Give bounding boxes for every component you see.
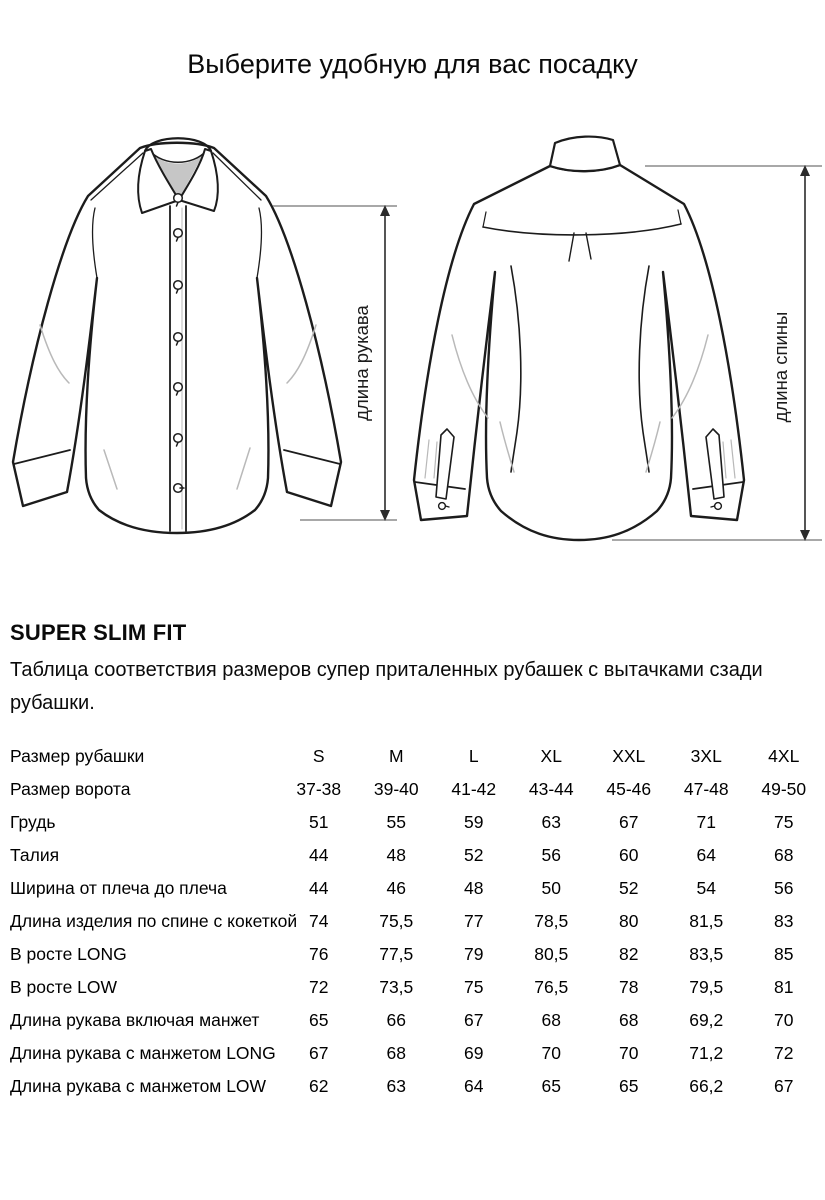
table-row [10, 971, 825, 1004]
table-cell: 68 [541, 1010, 561, 1030]
table-cell: 3XL [690, 746, 722, 766]
table-cell: 78 [619, 977, 639, 997]
table-cell: 75 [464, 977, 484, 997]
table-row [10, 806, 825, 839]
table-cell: L [468, 746, 479, 766]
row-label: Талия [10, 845, 60, 865]
table-cell: 75 [774, 812, 794, 832]
table-cell: 48 [386, 845, 406, 865]
table-row [10, 773, 825, 806]
table-cell: 72 [774, 1043, 794, 1063]
table-cell: 82 [619, 944, 639, 964]
table-cell: 64 [464, 1076, 484, 1096]
table-cell: 67 [309, 1043, 329, 1063]
table-cell: 68 [774, 845, 794, 865]
table-cell: 77,5 [379, 944, 414, 964]
table-cell: 79,5 [689, 977, 724, 997]
table-row [10, 740, 825, 773]
table-cell: 68 [619, 1010, 639, 1030]
table-row [10, 1037, 825, 1070]
table-row [10, 1004, 825, 1037]
table-cell: 63 [386, 1076, 406, 1096]
table-cell: 64 [696, 845, 716, 865]
row-label: Размер рубашки [10, 746, 145, 766]
page-title: Выберите удобную для вас посадку [187, 49, 638, 79]
table-cell: 75,5 [379, 911, 414, 931]
shirt-measurement-diagram [0, 120, 825, 570]
size-table [10, 740, 825, 1103]
table-cell: 73,5 [379, 977, 414, 997]
row-label: Ширина от плеча до плеча [10, 878, 227, 898]
table-cell: 54 [696, 878, 716, 898]
shirt-back-drawing [414, 137, 744, 540]
table-row [10, 1070, 825, 1103]
table-cell: M [388, 746, 404, 766]
table-cell: XL [540, 746, 562, 766]
table-row [10, 938, 825, 971]
table-cell: 41-42 [451, 779, 497, 799]
table-cell: 52 [619, 878, 639, 898]
section-heading: SUPER SLIM FIT [10, 620, 187, 645]
table-cell: 56 [774, 878, 794, 898]
row-label: Размер ворота [10, 779, 131, 799]
row-label: Длина рукава с манжетом LONG [10, 1043, 276, 1063]
table-cell: 50 [541, 878, 561, 898]
table-cell: 48 [464, 878, 484, 898]
table-cell: 65 [541, 1076, 561, 1096]
table-cell: 56 [541, 845, 561, 865]
table-cell: 79 [464, 944, 484, 964]
table-cell: 66 [386, 1010, 406, 1030]
table-cell: 60 [619, 845, 639, 865]
table-cell: 67 [774, 1076, 794, 1096]
table-cell: 83 [774, 911, 794, 931]
table-cell: 51 [309, 812, 329, 832]
table-cell: 74 [309, 911, 329, 931]
size-table-body [10, 740, 825, 1103]
table-cell: 71 [696, 812, 716, 832]
table-row [10, 872, 825, 905]
table-cell: 83,5 [689, 944, 724, 964]
shirt-front-drawing [13, 138, 341, 533]
table-cell: 67 [464, 1010, 484, 1030]
table-cell: 52 [464, 845, 484, 865]
table-cell: 37-38 [296, 779, 342, 799]
table-cell: 66,2 [689, 1076, 724, 1096]
table-cell: 44 [309, 878, 329, 898]
table-cell: 4XL [768, 746, 800, 766]
table-cell: 45-46 [606, 779, 652, 799]
table-cell: 77 [464, 911, 484, 931]
table-cell: 65 [619, 1076, 639, 1096]
row-label: Грудь [10, 812, 56, 832]
table-cell: 55 [386, 812, 406, 832]
table-row [10, 905, 825, 938]
sleeve-length-label: длина рукава [351, 305, 372, 421]
table-cell: 70 [774, 1010, 794, 1030]
table-cell: 68 [386, 1043, 406, 1063]
table-cell: 67 [619, 812, 639, 832]
row-label: В росте LONG [10, 944, 127, 964]
table-cell: 49-50 [761, 779, 807, 799]
table-cell: 47-48 [683, 779, 729, 799]
table-cell: 62 [309, 1076, 329, 1096]
table-cell: 46 [386, 878, 406, 898]
section-description: Таблица соответствия размеров супер приталенных рубашек с вытачками сзади рубашки. [10, 659, 763, 714]
table-cell: 71,2 [689, 1043, 724, 1063]
table-cell: 76 [309, 944, 329, 964]
table-cell: 59 [464, 812, 484, 832]
table-cell: 80 [619, 911, 639, 931]
table-cell: 78,5 [534, 911, 569, 931]
table-cell: 81,5 [689, 911, 724, 931]
table-cell: S [312, 746, 325, 766]
table-cell: 69 [464, 1043, 484, 1063]
table-cell: 65 [309, 1010, 329, 1030]
table-row [10, 839, 825, 872]
table-cell: XXL [612, 746, 646, 766]
table-cell: 44 [309, 845, 329, 865]
table-cell: 70 [541, 1043, 561, 1063]
table-cell: 85 [774, 944, 794, 964]
table-cell: 76,5 [534, 977, 569, 997]
row-label: Длина изделия по спине с кокеткой [10, 911, 298, 931]
back-length-label: длина спины [770, 311, 791, 423]
table-cell: 43-44 [528, 779, 574, 799]
row-label: В росте LOW [10, 977, 118, 997]
table-cell: 70 [619, 1043, 639, 1063]
table-cell: 72 [309, 977, 329, 997]
table-cell: 80,5 [534, 944, 569, 964]
table-cell: 69,2 [689, 1010, 724, 1030]
table-cell: 63 [541, 812, 561, 832]
row-label: Длина рукава с манжетом LOW [10, 1076, 267, 1096]
table-cell: 81 [774, 977, 794, 997]
row-label: Длина рукава включая манжет [10, 1010, 260, 1030]
table-cell: 39-40 [373, 779, 419, 799]
